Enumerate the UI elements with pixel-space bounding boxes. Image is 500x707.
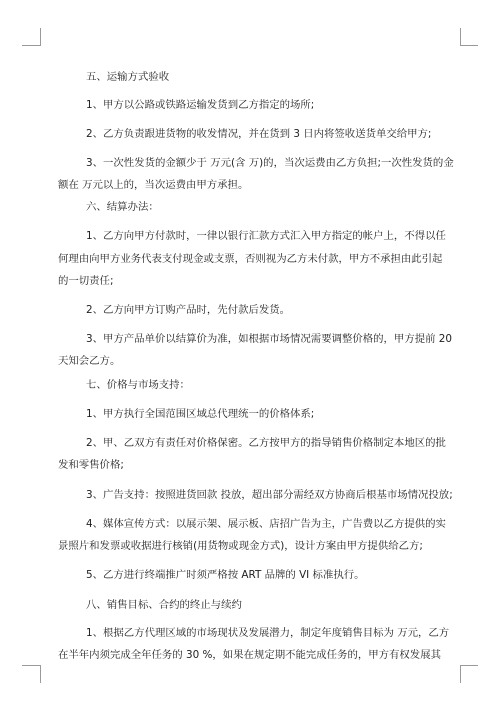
paragraph-line: 天知会乙方。 bbox=[58, 355, 121, 367]
paragraph-line: 2、乙方向甲方订购产品时，先付款后发货。 bbox=[86, 304, 291, 316]
paragraph-line: 景照片和发票或收据进行核销(用货物或现金方式)，设计方案由甲方提供给乙方; bbox=[58, 540, 423, 552]
paragraph-line: 何理由向甲方业务代表支付现金或支票，否则视为乙方未付款，甲方不承担由此引起 bbox=[58, 253, 443, 265]
section-heading: 七、价格与市场支持： bbox=[86, 379, 190, 391]
section-heading: 八、销售目标、合约的终止与续约 bbox=[86, 599, 242, 611]
paragraph-line: 2、乙方负责跟进货物的收发情况，并在货到 3 日内将签收送货单交给甲方; bbox=[86, 128, 432, 140]
crop-mark-bottom-left bbox=[40, 665, 41, 683]
crop-mark-top-left bbox=[40, 28, 41, 46]
crop-mark-bottom-left bbox=[22, 665, 40, 666]
paragraph-line: 的一切责任; bbox=[58, 275, 114, 287]
crop-mark-top-right bbox=[460, 45, 478, 46]
paragraph-line: 1、甲方以公路或铁路运输发货到乙方指定的场所; bbox=[86, 99, 315, 111]
paragraph-line: 3、一次性发货的金额少于 万元(含 万)的，当次运费由乙方负担;一次性发货的金 bbox=[86, 157, 454, 169]
crop-mark-top-right bbox=[460, 28, 461, 46]
paragraph-line: 3、甲方产品单价以结算价为准，如根据市场情况需要调整价格的，甲方提前 20 bbox=[86, 333, 453, 345]
paragraph-line: 3、广告支持：按照进货回款 投放，超出部分需经双方协商后根基市场情况投放; bbox=[86, 489, 453, 501]
crop-mark-bottom-right bbox=[460, 665, 478, 666]
paragraph-line: 在半年内须完成全年任务的 30 %，如果在规定期不能完成任务的，甲方有权发展其 bbox=[58, 649, 441, 661]
section-heading: 六、结算办法： bbox=[86, 201, 159, 213]
paragraph-line: 发和零售价格; bbox=[58, 459, 124, 471]
crop-mark-bottom-right bbox=[460, 665, 461, 683]
paragraph-line: 5、乙方进行终端推广时须严格按 ART 品牌的 VI 标准执行。 bbox=[86, 569, 365, 581]
paragraph-line: 4、媒体宣传方式：以展示架、展示板、店招广告为主，广告费以乙方提供的实 bbox=[86, 518, 446, 530]
paragraph-line: 1、乙方向甲方付款时，一律以银行汇款方式汇入甲方指定的帐户上，不得以任 bbox=[86, 230, 446, 242]
crop-mark-top-left bbox=[22, 45, 40, 46]
paragraph-line: 额在 万元以上的，当次运费由甲方承担。 bbox=[58, 179, 249, 191]
section-heading: 五、运输方式验收 bbox=[86, 71, 170, 83]
paragraph-line: 2、甲、乙双方有责任对价格保密。乙方按甲方的指导销售价格制定本地区的批 bbox=[86, 437, 446, 449]
paragraph-line: 1、甲方执行全国范围区域总代理统一的价格体系; bbox=[86, 408, 315, 420]
paragraph-line: 1、根据乙方代理区域的市场现状及发展潜力，制定年度销售目标为 万元，乙方 bbox=[86, 627, 450, 639]
